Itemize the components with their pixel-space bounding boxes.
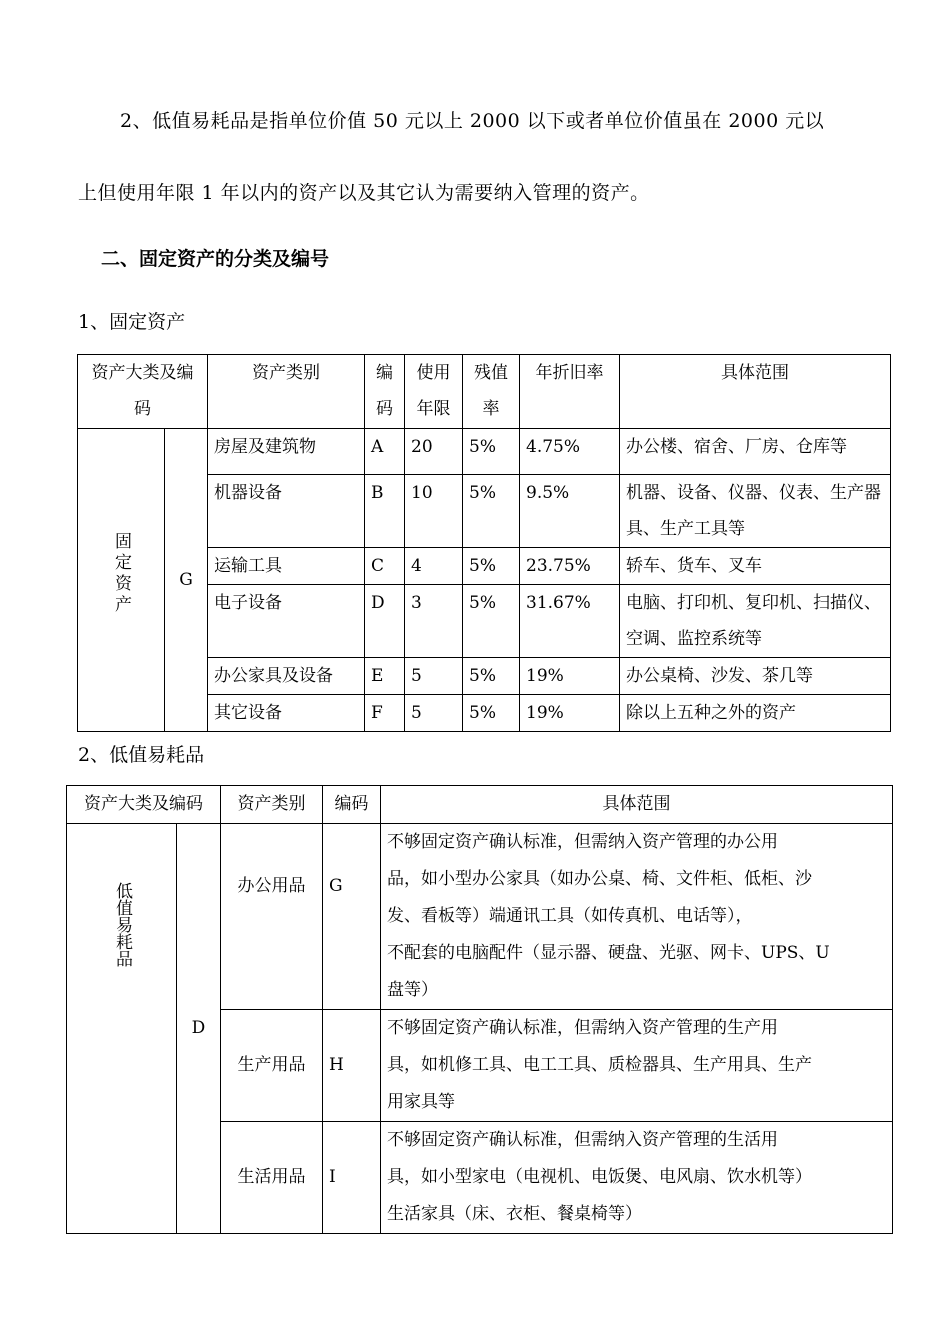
scope-line: 盘等） <box>387 980 438 1000</box>
category-name: 低值易耗品 <box>112 882 132 967</box>
item-code: I <box>323 1122 381 1234</box>
asset-code: F <box>365 695 405 732</box>
header-type: 资产类别 <box>208 355 365 429</box>
low-value-consumables-title: 2、低值易耗品 <box>78 744 205 766</box>
asset-residual: 5% <box>463 429 520 475</box>
asset-type: 电子设备 <box>208 585 365 658</box>
scope-line: 发、看板等）端通讯工具（如传真机、电话等）， <box>387 906 753 926</box>
asset-code: C <box>365 548 405 585</box>
scope-line: 具，如机修工具、电工工具、质检器具、生产用具、生产 <box>387 1055 812 1075</box>
asset-scope: 办公楼、宿舍、厂房、仓库等 <box>620 429 891 475</box>
asset-code: A <box>365 429 405 475</box>
header-scope: 具体范围 <box>381 786 893 824</box>
asset-years: 3 <box>405 585 463 658</box>
item-code: H <box>323 1010 381 1122</box>
asset-years: 5 <box>405 658 463 695</box>
fixed-assets-table <box>77 354 891 732</box>
asset-type: 运输工具 <box>208 548 365 585</box>
asset-rate: 19% <box>520 695 620 732</box>
section-heading: 二、固定资产的分类及编号 <box>101 248 330 270</box>
asset-type: 机器设备 <box>208 475 365 548</box>
item-type: 办公用品 <box>221 824 323 1010</box>
item-code: G <box>323 824 381 1010</box>
table-header-row <box>78 355 891 429</box>
asset-scope: 轿车、货车、叉车 <box>620 548 891 585</box>
item-scope <box>381 1122 893 1234</box>
fixed-assets-title: 1、固定资产 <box>78 311 186 333</box>
asset-years: 4 <box>405 548 463 585</box>
asset-residual: 5% <box>463 585 520 658</box>
asset-scope: 电脑、打印机、复印机、扫描仪、空调、监控系统等 <box>620 585 891 658</box>
asset-code: E <box>365 658 405 695</box>
item-type: 生活用品 <box>221 1122 323 1234</box>
header-residual: 残值率 <box>463 355 520 429</box>
asset-rate: 4.75% <box>520 429 620 475</box>
item-type: 生产用品 <box>221 1010 323 1122</box>
table-header-row <box>67 786 893 824</box>
asset-scope: 除以上五种之外的资产 <box>620 695 891 732</box>
asset-code: D <box>365 585 405 658</box>
scope-line: 不够固定资产确认标准，但需纳入资产管理的生产用 <box>387 1018 778 1038</box>
asset-rate: 23.75% <box>520 548 620 585</box>
asset-residual: 5% <box>463 548 520 585</box>
scope-line: 具，如小型家电（电视机、电饭煲、电风扇、饮水机等） <box>387 1167 812 1187</box>
low-value-consumables-table <box>66 785 893 1234</box>
item-scope <box>381 1010 893 1122</box>
asset-type: 其它设备 <box>208 695 365 732</box>
asset-years: 5 <box>405 695 463 732</box>
asset-years: 10 <box>405 475 463 548</box>
header-category: 资产大类及编码 <box>78 355 208 429</box>
header-code: 编码 <box>323 786 381 824</box>
asset-type: 房屋及建筑物 <box>208 429 365 475</box>
asset-years: 20 <box>405 429 463 475</box>
asset-residual: 5% <box>463 658 520 695</box>
category-code: G <box>165 429 208 732</box>
asset-type: 办公家具及设备 <box>208 658 365 695</box>
category-code: D <box>177 824 221 1234</box>
asset-rate: 31.67% <box>520 585 620 658</box>
scope-line: 生活家具（床、衣柜、餐桌椅等） <box>387 1204 642 1224</box>
asset-rate: 19% <box>520 658 620 695</box>
header-rate: 年折旧率 <box>520 355 620 429</box>
scope-line: 不够固定资产确认标准，但需纳入资产管理的办公用 <box>387 832 778 852</box>
asset-rate: 9.5% <box>520 475 620 548</box>
asset-code: B <box>365 475 405 548</box>
table-row <box>67 824 893 1010</box>
asset-residual: 5% <box>463 475 520 548</box>
header-category: 资产大类及编码 <box>67 786 221 824</box>
intro-line-2: 上但使用年限 1 年以内的资产以及其它认为需要纳入管理的资产。 <box>78 182 650 204</box>
item-scope <box>381 824 893 1010</box>
scope-line: 不配套的电脑配件（显示器、硬盘、光驱、网卡、UPS、U <box>387 943 830 963</box>
scope-line: 不够固定资产确认标准，但需纳入资产管理的生活用 <box>387 1130 778 1150</box>
header-type: 资产类别 <box>221 786 323 824</box>
asset-scope: 办公桌椅、沙发、茶几等 <box>620 658 891 695</box>
scope-line: 品，如小型办公家具（如办公桌、椅、文件柜、低柜、沙 <box>387 869 812 889</box>
header-code: 编码 <box>365 355 405 429</box>
header-years: 使用年限 <box>405 355 463 429</box>
asset-residual: 5% <box>463 695 520 732</box>
asset-scope: 机器、设备、仪器、仪表、生产器具、生产工具等 <box>620 475 891 548</box>
category-name: 固定资产 <box>111 531 131 616</box>
header-scope: 具体范围 <box>620 355 891 429</box>
table-row <box>78 429 891 475</box>
intro-line-1: 2、低值易耗品是指单位价值 50 元以上 2000 以下或者单位价值虽在 2000 元以 <box>120 110 825 132</box>
scope-line: 用家具等 <box>387 1092 455 1112</box>
